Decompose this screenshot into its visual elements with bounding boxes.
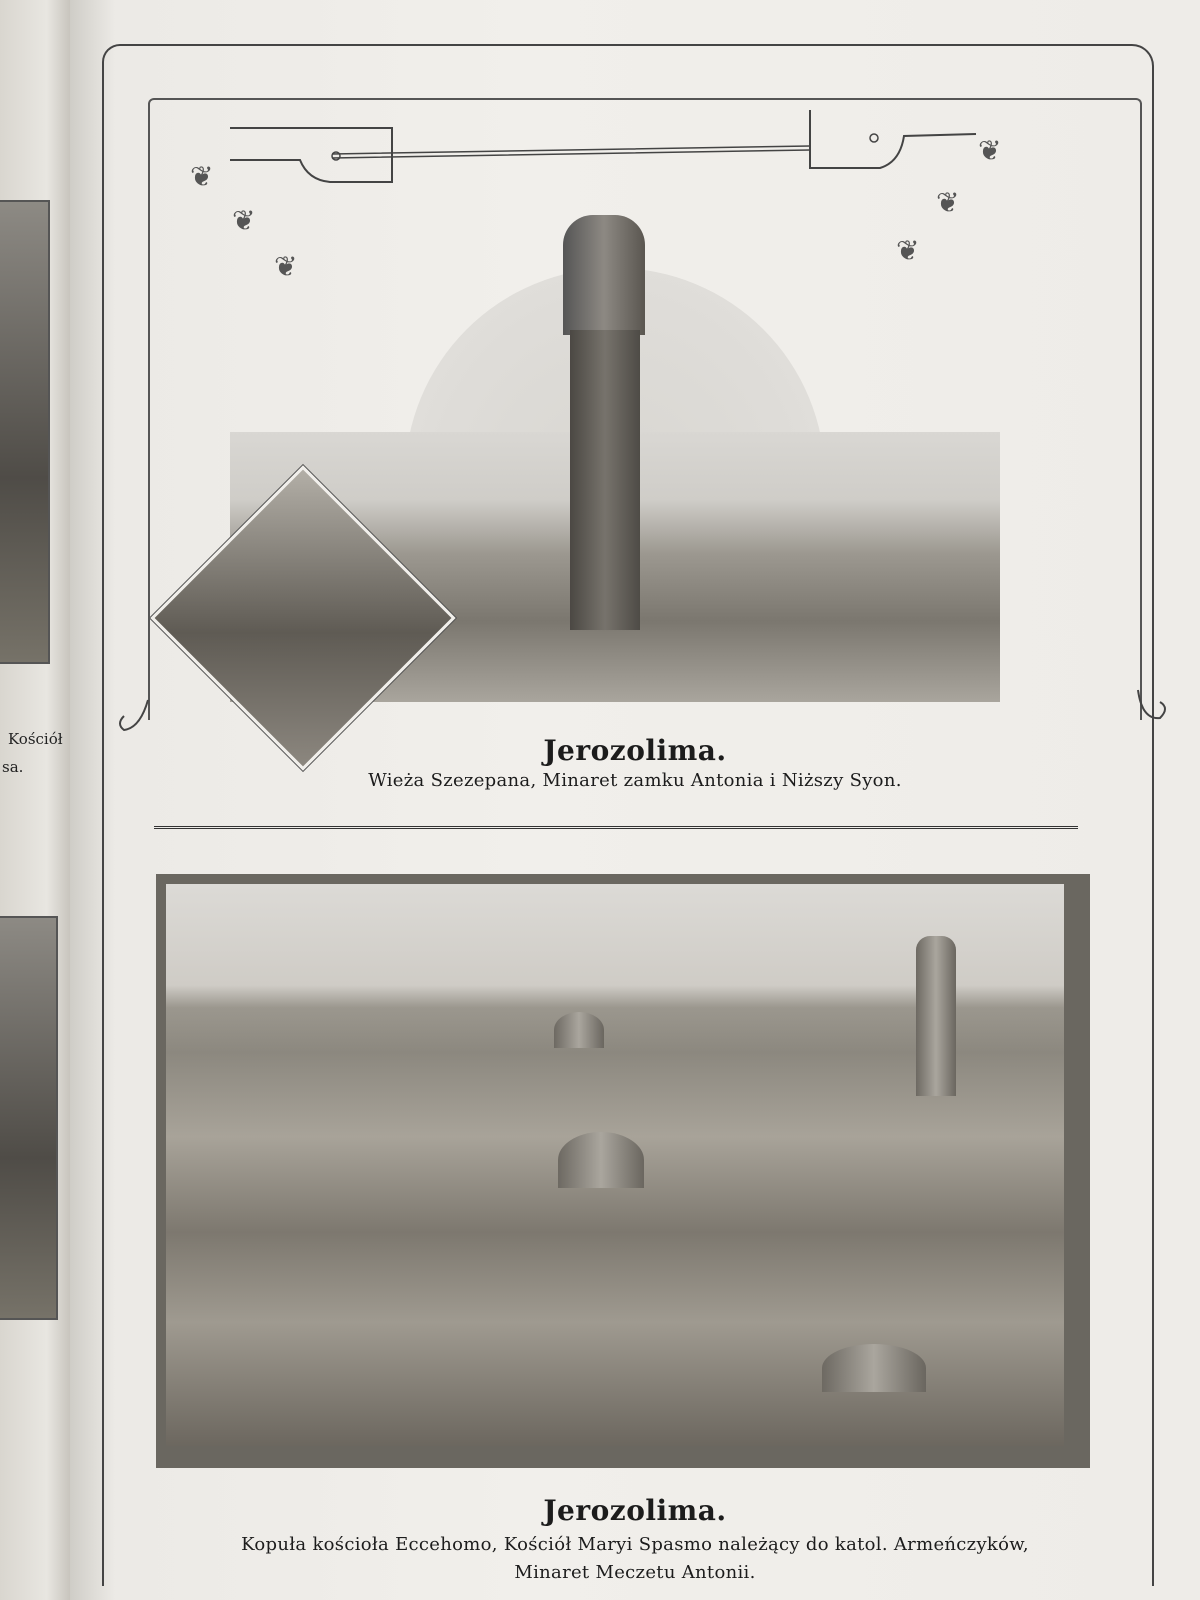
minaret-tower: [570, 330, 640, 630]
floral-ornament-icon: ❦: [232, 204, 256, 237]
previous-page-text-line: sa.: [2, 758, 24, 776]
previous-page-text-line: Kościół: [8, 730, 63, 748]
double-rule-divider: [154, 826, 1078, 829]
bottom-plate-caption-line-2: Minaret Meczetu Antonii.: [514, 1562, 756, 1583]
previous-page-photo-bottom: [0, 916, 58, 1320]
floral-ornament-icon: ❦: [978, 134, 1002, 167]
top-plate-caption: Wieża Szezepana, Minaret zamku Antonia i Niższy Syon.: [368, 770, 902, 791]
previous-page-edge: [0, 0, 78, 1600]
church-dome: [558, 1132, 644, 1188]
bottom-plate-title: Jerozolima.: [543, 1494, 727, 1527]
floral-ornament-icon: ❦: [190, 160, 214, 193]
minaret-tower-top: [563, 215, 645, 335]
foreground-dome: [822, 1344, 926, 1392]
floral-ornament-icon: ❦: [896, 234, 920, 267]
minaret-tower-bottom: [916, 936, 956, 1096]
top-plate-title: Jerozolima.: [543, 734, 727, 767]
floral-ornament-icon: ❦: [274, 250, 298, 283]
bottom-plate-caption-line-1: Kopuła kościoła Eccehomo, Kościół Maryi Spasmo należący do katol. Armeńczyków,: [241, 1534, 1029, 1555]
floral-ornament-icon: ❦: [936, 186, 960, 219]
previous-page-photo-top: [0, 200, 50, 664]
church-dome-small: [554, 1012, 604, 1048]
book-page: [70, 0, 1200, 1600]
